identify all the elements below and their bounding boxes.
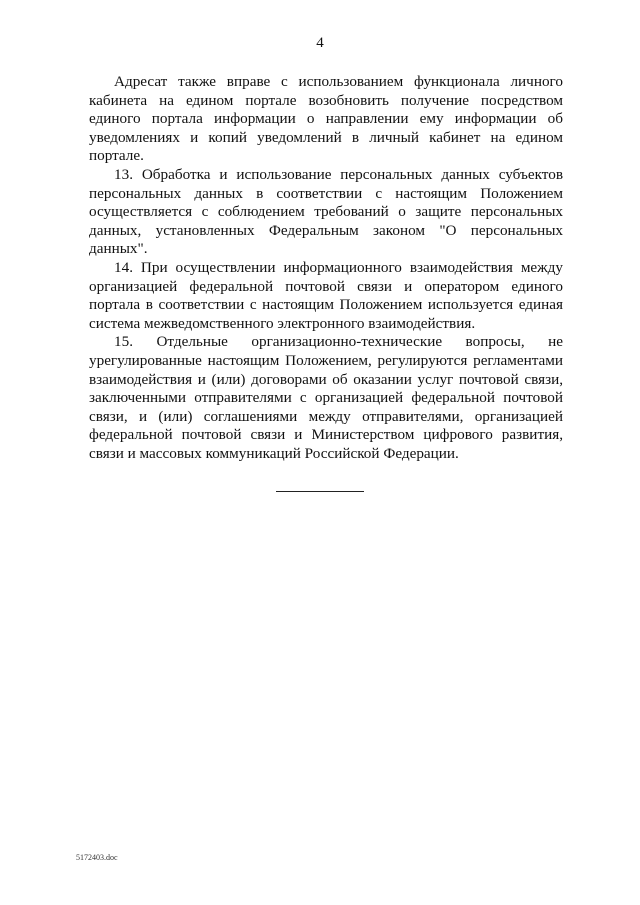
document-code: 5172403.doc: [76, 853, 118, 862]
paragraph-14-interaction: 14. При осуществлении информационного взаимодействия между организацией федеральной почтовой связи и оператором единого портала в соответствии с настоящим Положением используется единая система межведомственного электронного взаимодействия.: [89, 258, 563, 332]
paragraph-13-personal-data: 13. Обработка и использование персональных данных субъектов персональных данных в соответствии с настоящим Положением осуществляется с соблюдением требований о защите персональных данных, установленных Федеральным законом "О персональных данных".: [89, 165, 563, 258]
paragraph-15-technical-questions: 15. Отдельные организационно-технические вопросы, не урегулированные настоящим Положением, регулируются регламентами взаимодействия и (или) договорами об оказании услуг почтовой связи, заключенными отправителями с организацией федеральной почтовой связи, и (или) соглашениями между отправителями, организацией федеральной почтовой связи и Министерством цифрового развития, связи и массовых коммуникаций Российской Федерации.: [89, 333, 563, 462]
end-divider: [276, 491, 364, 492]
document-body: [89, 73, 563, 463]
paragraph-addressee-rights: Адресат также вправе с использованием функционала личного кабинета на едином портале возобновить получение посредством единого портала информации о направлении ему информации об уведомлениях и копий уведомлений в личный кабинет на едином портале.: [89, 73, 563, 165]
page-number: 4: [316, 35, 324, 51]
